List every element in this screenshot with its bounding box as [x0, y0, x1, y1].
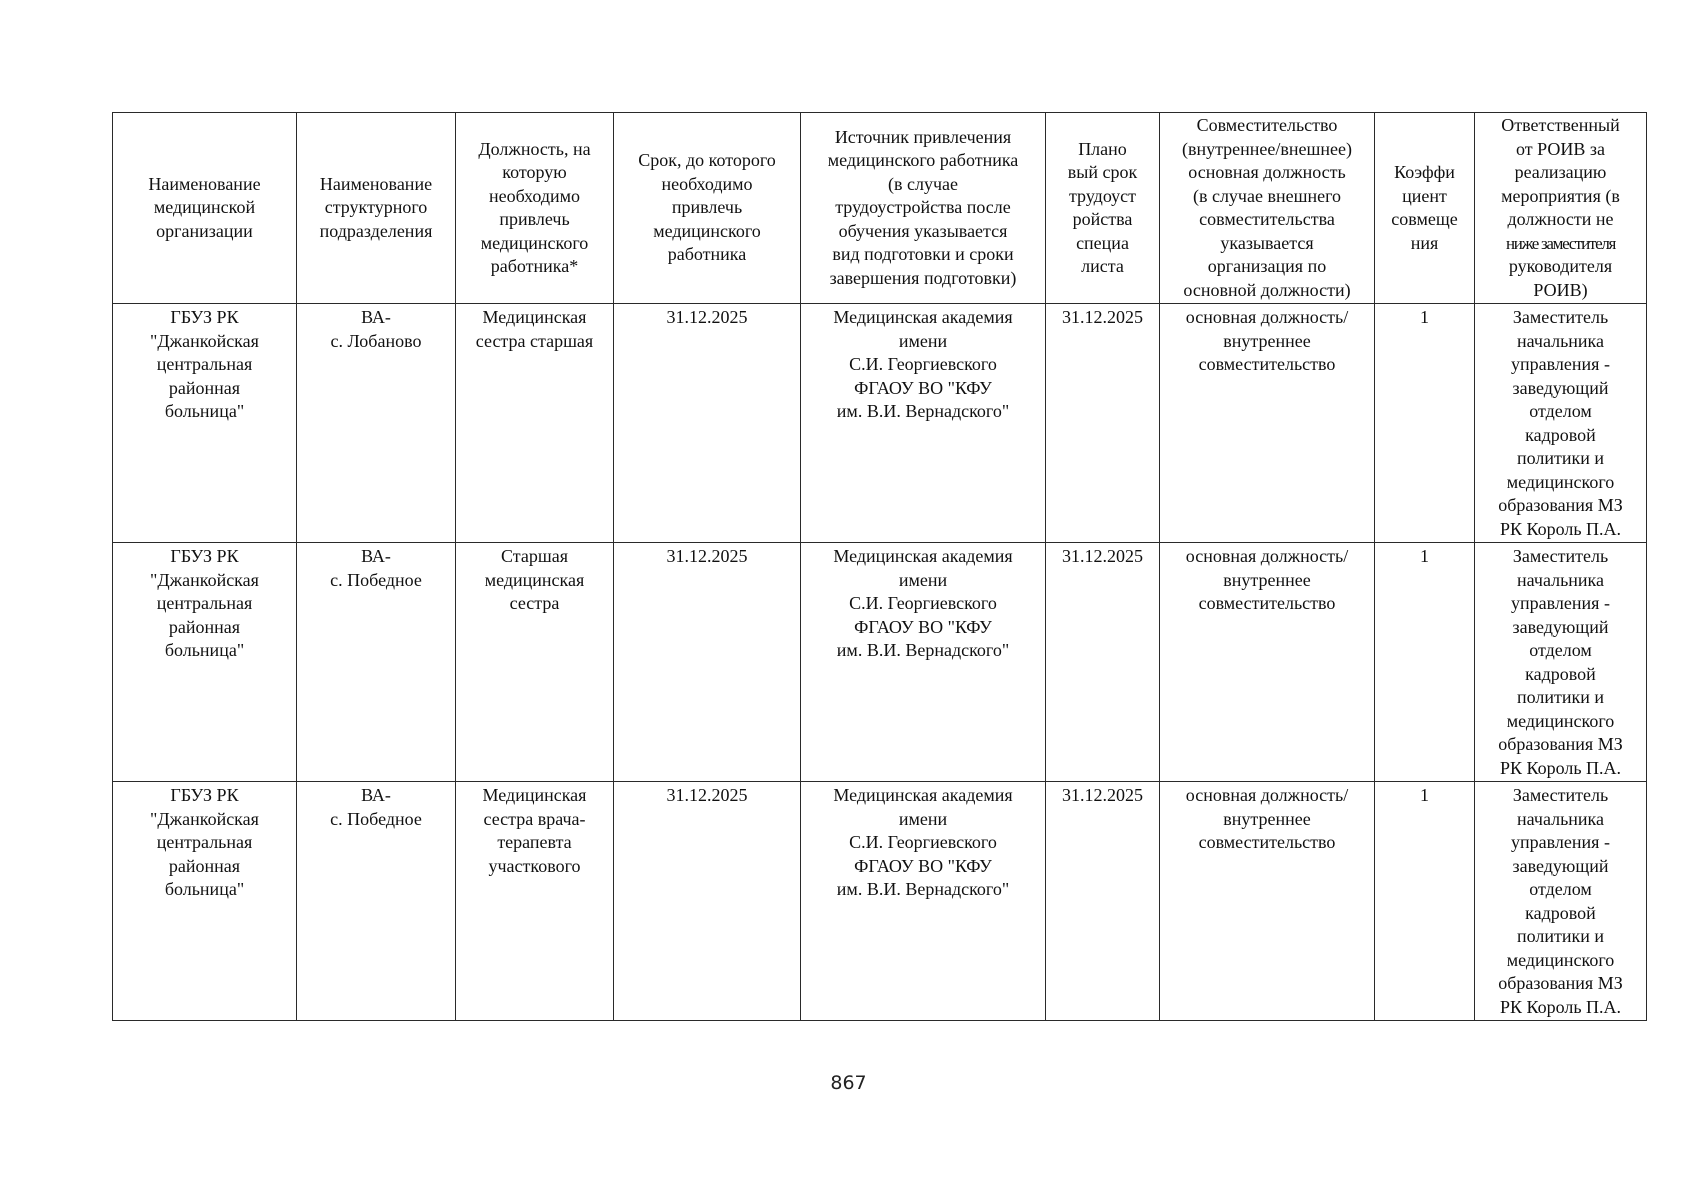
- cell-line: (в случае: [888, 173, 958, 194]
- cell-line: внутреннее: [1223, 330, 1311, 351]
- cell-line: кадровой: [1525, 902, 1596, 923]
- cell-line: организации: [156, 220, 253, 241]
- cell-line: необходимо: [661, 173, 753, 194]
- cell-subdivision: [297, 782, 456, 1021]
- cell-line: медицинского: [1506, 471, 1615, 492]
- cell-line: Должность, на: [478, 138, 591, 159]
- cell-line: С.И. Георгиевского: [849, 354, 997, 374]
- cell-line: Заместитель: [1512, 785, 1609, 805]
- cell-line: ФГАОУ ВО "КФУ: [854, 377, 992, 398]
- cell-line: 31.12.2025: [1062, 546, 1143, 566]
- cell-line: 1: [1420, 307, 1429, 327]
- cell-line: совместительства: [1199, 209, 1335, 229]
- cell-line: ВА-: [361, 546, 391, 566]
- cell-responsible: [1475, 782, 1647, 1021]
- cell-subdivision: [297, 304, 456, 543]
- cell-line: ФГАОУ ВО "КФУ: [854, 855, 992, 876]
- page-number: 867: [830, 1072, 867, 1094]
- cell-line: трудоуст: [1068, 185, 1137, 206]
- cell-line: РК Король П.А.: [1499, 518, 1622, 539]
- cell-line: основная должность/: [1185, 785, 1349, 805]
- cell-line: ГБУЗ РК: [170, 546, 239, 566]
- cell-line: образования МЗ: [1498, 973, 1623, 993]
- cell-line: медицинского работника: [827, 150, 1019, 171]
- cell-line: "Джанкойская: [150, 330, 259, 351]
- cell-line: имени: [898, 569, 948, 590]
- cell-planned-date: [1046, 304, 1160, 543]
- cell-line: Старшая: [501, 546, 568, 566]
- header-planned-date: [1046, 113, 1160, 304]
- cell-line: начальника: [1516, 569, 1605, 590]
- cell-line: больница": [164, 879, 245, 899]
- cell-coefficient: [1375, 543, 1475, 782]
- header-row: [113, 113, 1647, 304]
- cell-organization: [113, 782, 297, 1021]
- cell-planned-date: [1046, 782, 1160, 1021]
- cell-line: "Джанкойская: [150, 808, 259, 829]
- cell-line: основная должность/: [1185, 546, 1349, 566]
- cell-line: участкового: [488, 855, 581, 876]
- cell-line: РК Король П.А.: [1499, 996, 1622, 1017]
- cell-line: им. В.И. Вернадского": [836, 879, 1010, 899]
- cell-line: циент: [1402, 185, 1447, 206]
- cell-combination: [1160, 543, 1375, 782]
- cell-line: начальника: [1516, 808, 1605, 829]
- cell-line: управления -: [1511, 593, 1610, 613]
- cell-source: [801, 782, 1046, 1021]
- cell-line: которую: [502, 162, 567, 182]
- cell-position: [456, 782, 614, 1021]
- cell-line: отделом: [1529, 401, 1592, 421]
- cell-line: больница": [164, 401, 245, 421]
- cell-line: структурного: [324, 197, 428, 218]
- cell-line: привлечь: [671, 197, 743, 218]
- cell-line: ВА-: [361, 785, 391, 805]
- cell-line: с. Победное: [330, 808, 422, 829]
- cell-line: ния: [1410, 232, 1439, 253]
- cell-line: отделом: [1529, 879, 1592, 899]
- cell-line: от РОИВ за: [1516, 138, 1605, 159]
- cell-line: 31.12.2025: [666, 307, 748, 327]
- cell-line: 31.12.2025: [666, 546, 748, 566]
- cell-line: районная: [168, 377, 241, 398]
- cell-line: медицинского: [1506, 949, 1615, 970]
- cell-line: с. Победное: [330, 569, 422, 590]
- cell-responsible: [1475, 304, 1647, 543]
- cell-line: организация по: [1207, 256, 1327, 276]
- cell-line: заведующий: [1512, 616, 1609, 637]
- cell-line: политики и: [1516, 448, 1605, 468]
- cell-line: 31.12.2025: [666, 785, 748, 805]
- cell-line: ройства: [1072, 209, 1133, 229]
- cell-line: кадровой: [1525, 424, 1596, 445]
- cell-subdivision: [297, 543, 456, 782]
- header-position: [456, 113, 614, 304]
- staffing-table: [112, 112, 1647, 1021]
- cell-position: [456, 304, 614, 543]
- cell-coefficient: [1375, 782, 1475, 1021]
- table-body: [113, 304, 1647, 1021]
- header-responsible: [1475, 113, 1647, 304]
- cell-line: политики и: [1516, 926, 1605, 946]
- cell-line: 31.12.2025: [1062, 785, 1143, 805]
- cell-line: образования МЗ: [1498, 734, 1623, 754]
- cell-line: должности не: [1507, 209, 1614, 229]
- cell-position: [456, 543, 614, 782]
- cell-line: совместительство: [1198, 832, 1336, 852]
- cell-line: ГБУЗ РК: [170, 785, 239, 805]
- cell-deadline: [614, 543, 801, 782]
- cell-line: Медицинская академия: [833, 546, 1013, 566]
- cell-line: Медицинская академия: [833, 307, 1013, 327]
- cell-line: управления -: [1511, 832, 1610, 852]
- cell-line: работника*: [490, 256, 579, 276]
- cell-line: начальника: [1516, 330, 1605, 351]
- cell-source: [801, 304, 1046, 543]
- cell-line: совмеще: [1391, 209, 1458, 229]
- cell-line: сестра старшая: [475, 330, 594, 351]
- cell-line: районная: [168, 616, 241, 637]
- cell-line: имени: [898, 330, 948, 351]
- cell-line: районная: [168, 855, 241, 876]
- cell-line: образования МЗ: [1498, 495, 1623, 515]
- cell-line: основная должность/: [1185, 307, 1349, 327]
- cell-line: 31.12.2025: [1062, 307, 1143, 327]
- cell-line: Срок, до которого: [638, 150, 776, 171]
- cell-coefficient: [1375, 304, 1475, 543]
- cell-line: Ответственный: [1501, 115, 1620, 135]
- cell-line: Плано: [1078, 138, 1127, 159]
- cell-line: управления -: [1511, 354, 1610, 374]
- cell-line: внутреннее: [1223, 569, 1311, 590]
- cell-line: вый срок: [1067, 162, 1138, 182]
- cell-planned-date: [1046, 543, 1160, 782]
- cell-line: Источник привлечения: [834, 126, 1012, 147]
- cell-line: завершения подготовки): [829, 267, 1017, 288]
- cell-line: привлечь: [499, 209, 570, 229]
- header-coefficient: [1375, 113, 1475, 304]
- cell-line: Медицинская: [482, 785, 587, 805]
- cell-line: Наименование: [319, 173, 433, 194]
- cell-line: (в случае внешнего: [1192, 185, 1342, 206]
- cell-line: обучения указывается: [838, 220, 1008, 241]
- cell-line: Коэффи: [1394, 162, 1455, 182]
- cell-line: с. Лобаново: [330, 330, 422, 351]
- cell-line: Заместитель: [1512, 546, 1609, 566]
- cell-line: медицинская: [484, 569, 585, 590]
- cell-organization: [113, 304, 297, 543]
- table-row: [113, 304, 1647, 543]
- cell-line: медицинского: [653, 220, 761, 241]
- header-subdivision: [297, 113, 456, 304]
- header-source: [801, 113, 1046, 304]
- cell-line: "Джанкойская: [150, 569, 259, 590]
- cell-line: им. В.И. Вернадского": [836, 640, 1010, 660]
- cell-line: медицинской: [153, 197, 256, 218]
- cell-line: листа: [1081, 256, 1124, 276]
- cell-deadline: [614, 304, 801, 543]
- cell-line: реализацию: [1514, 162, 1607, 182]
- cell-line: больница": [164, 640, 245, 660]
- cell-line: политики и: [1516, 687, 1605, 707]
- header-combination: [1160, 113, 1375, 304]
- cell-line: центральная: [156, 832, 253, 852]
- cell-line: Наименование: [148, 173, 261, 194]
- cell-line: Совместительство: [1196, 115, 1338, 135]
- cell-line: заведующий: [1512, 855, 1609, 876]
- cell-line: отделом: [1529, 640, 1592, 660]
- table-row: [113, 543, 1647, 782]
- table-header: [113, 113, 1647, 304]
- cell-line: сестра: [509, 593, 560, 613]
- cell-organization: [113, 543, 297, 782]
- cell-line: мероприятия (в: [1501, 185, 1620, 206]
- cell-line: центральная: [156, 593, 253, 613]
- cell-line: кадровой: [1525, 663, 1596, 684]
- cell-line: С.И. Георгиевского: [849, 832, 997, 852]
- cell-line: основная должность: [1188, 162, 1346, 182]
- cell-line: терапевта: [497, 832, 572, 852]
- cell-line: совместительство: [1198, 593, 1336, 613]
- cell-combination: [1160, 304, 1375, 543]
- cell-line: работника: [667, 244, 747, 265]
- cell-line: центральная: [156, 354, 253, 374]
- cell-line: 1: [1420, 785, 1429, 805]
- cell-line: ниже заместителя: [1505, 233, 1616, 253]
- cell-combination: [1160, 782, 1375, 1021]
- cell-line: основной должности): [1183, 279, 1351, 300]
- cell-line: медицинского: [480, 232, 589, 253]
- table-row: [113, 782, 1647, 1021]
- cell-line: сестра врача-: [483, 808, 586, 829]
- cell-line: трудоустройства после: [835, 197, 1011, 218]
- cell-line: вид подготовки и сроки: [832, 244, 1014, 265]
- cell-line: (внутреннее/внешнее): [1181, 138, 1353, 159]
- cell-line: медицинского: [1506, 710, 1615, 731]
- cell-line: С.И. Георгиевского: [849, 593, 997, 613]
- cell-line: РОИВ): [1533, 279, 1588, 300]
- cell-line: заведующий: [1512, 377, 1609, 398]
- cell-line: Медицинская академия: [833, 785, 1013, 805]
- cell-line: указывается: [1220, 232, 1314, 253]
- header-organization: [113, 113, 297, 304]
- cell-line: ФГАОУ ВО "КФУ: [854, 616, 992, 637]
- cell-responsible: [1475, 543, 1647, 782]
- cell-source: [801, 543, 1046, 782]
- cell-line: внутреннее: [1223, 808, 1311, 829]
- cell-line: им. В.И. Вернадского": [836, 401, 1010, 421]
- cell-line: Заместитель: [1512, 307, 1609, 327]
- header-deadline: [614, 113, 801, 304]
- cell-line: имени: [898, 808, 948, 829]
- cell-line: руководителя: [1508, 256, 1613, 276]
- cell-line: Медицинская: [482, 307, 587, 327]
- cell-line: необходимо: [488, 185, 581, 206]
- cell-line: ГБУЗ РК: [170, 307, 239, 327]
- cell-line: 1: [1420, 546, 1429, 566]
- cell-line: ВА-: [361, 307, 391, 327]
- cell-deadline: [614, 782, 801, 1021]
- cell-line: подразделения: [319, 220, 433, 241]
- cell-line: совместительство: [1198, 354, 1336, 374]
- cell-line: специа: [1076, 232, 1129, 253]
- cell-line: РК Король П.А.: [1499, 757, 1622, 778]
